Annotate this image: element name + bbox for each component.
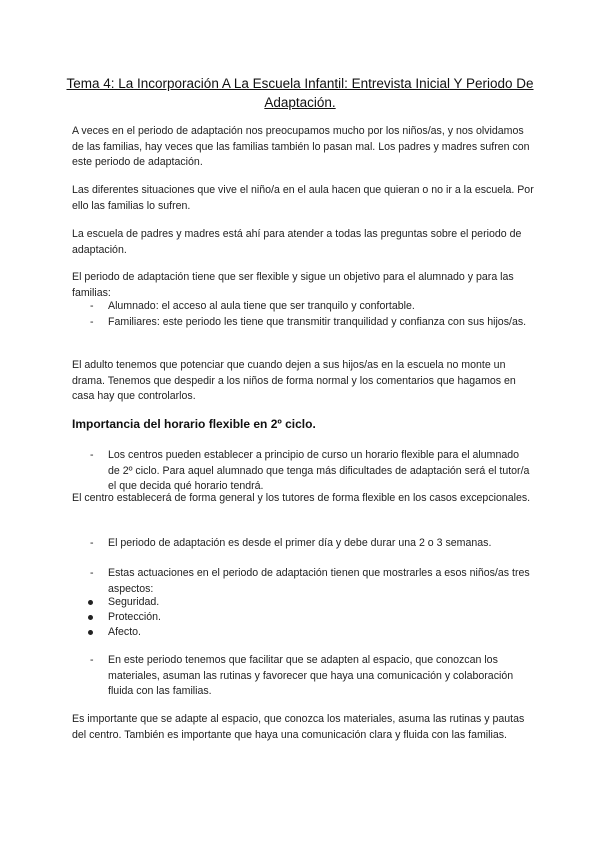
dash-marker: -	[90, 316, 94, 328]
paragraph-adult-role: El adulto tenemos que potenciar que cuando dejen a sus hijos/as en la escuela no monte un drama. Tenemos que despedir a los niños de forma normal y los comentarios que hagamos en casa hay que controlarlos.	[72, 359, 516, 403]
paragraph-intro: A veces en el periodo de adaptación nos preocupamos mucho por los niños/as, y nos olvidamos de las familias, hay veces que las familias también lo pasan mal. Los padres y madres sufren con este periodo de adaptación.	[72, 125, 530, 169]
paragraph-flexible-objective: El periodo de adaptación tiene que ser flexible y sigue un objetivo para el alumnado y para las familias:	[72, 271, 514, 299]
section-heading: Importancia del horario flexible en 2º ciclo.	[72, 417, 316, 431]
aspect-text: Protección.	[108, 611, 161, 623]
flex-item-duration	[90, 536, 530, 552]
flex-item-schedule	[90, 448, 530, 495]
dash-marker: -	[90, 300, 94, 312]
objective-text: Familiares: este periodo les tiene que transmitir tranquilidad y confianza con sus hijos/as.	[108, 316, 527, 328]
objective-item-familiares	[90, 315, 530, 331]
flex-item-facilitate	[90, 653, 530, 700]
paragraph-centre-schedule: El centro establecerá de forma general y los tutores de forma flexible en los casos excepcionales.	[72, 492, 531, 504]
document-title: Tema 4: La Incorporación A La Escuela Infantil: Entrevista Inicial Y Periodo De Adaptación.	[66, 76, 534, 110]
flex-item-text: Los centros pueden establecer a principio de curso un horario flexible para el alumnado de 2º ciclo. Para aquel alumnado que tenga más dificultades de adaptación será el tutor/a el que decida qué horario tendrá.	[108, 449, 530, 493]
flex-item-text: Estas actuaciones en el periodo de adaptación tienen que mostrarles a esos niños/as tres aspectos:	[108, 567, 530, 595]
aspect-text: Afecto.	[108, 626, 141, 638]
paragraph-situations: Las diferentes situaciones que vive el niño/a en el aula hacen que quieran o no ir a la escuela. Por ello las familias lo sufren.	[72, 184, 534, 212]
aspect-item	[88, 595, 159, 611]
flex-item-text: En este periodo tenemos que facilitar que se adapten al espacio, que conozcan los materiales, asuman las rutinas y favorecer que haya una comunicación y colaboración fluida con las familias.	[108, 654, 514, 698]
bullet-dot	[88, 615, 93, 620]
aspect-text: Seguridad.	[108, 596, 160, 608]
dash-marker: -	[90, 654, 94, 666]
dash-marker: -	[90, 567, 94, 579]
dash-marker: -	[90, 537, 94, 549]
paragraph-school-parents: La escuela de padres y madres está ahí para atender a todas las preguntas sobre el periodo de adaptación.	[72, 228, 522, 256]
bullet-dot	[88, 600, 93, 605]
paragraph-closing: Es importante que se adapte al espacio, que conozca los materiales, asuma las rutinas y pautas del centro. También es importante que haya una comunicación clara y fluida con las familias.	[72, 713, 525, 741]
flex-item-text: El periodo de adaptación es desde el primer día y debe durar una 2 o 3 semanas.	[108, 537, 492, 549]
bullet-dot	[88, 630, 93, 635]
aspect-item	[88, 625, 141, 641]
dash-marker: -	[90, 449, 94, 461]
aspect-item	[88, 610, 161, 626]
objective-item-alumnado	[90, 299, 530, 315]
objective-text: Alumnado: el acceso al aula tiene que ser tranquilo y confortable.	[108, 300, 415, 312]
flex-item-aspects	[90, 566, 530, 597]
